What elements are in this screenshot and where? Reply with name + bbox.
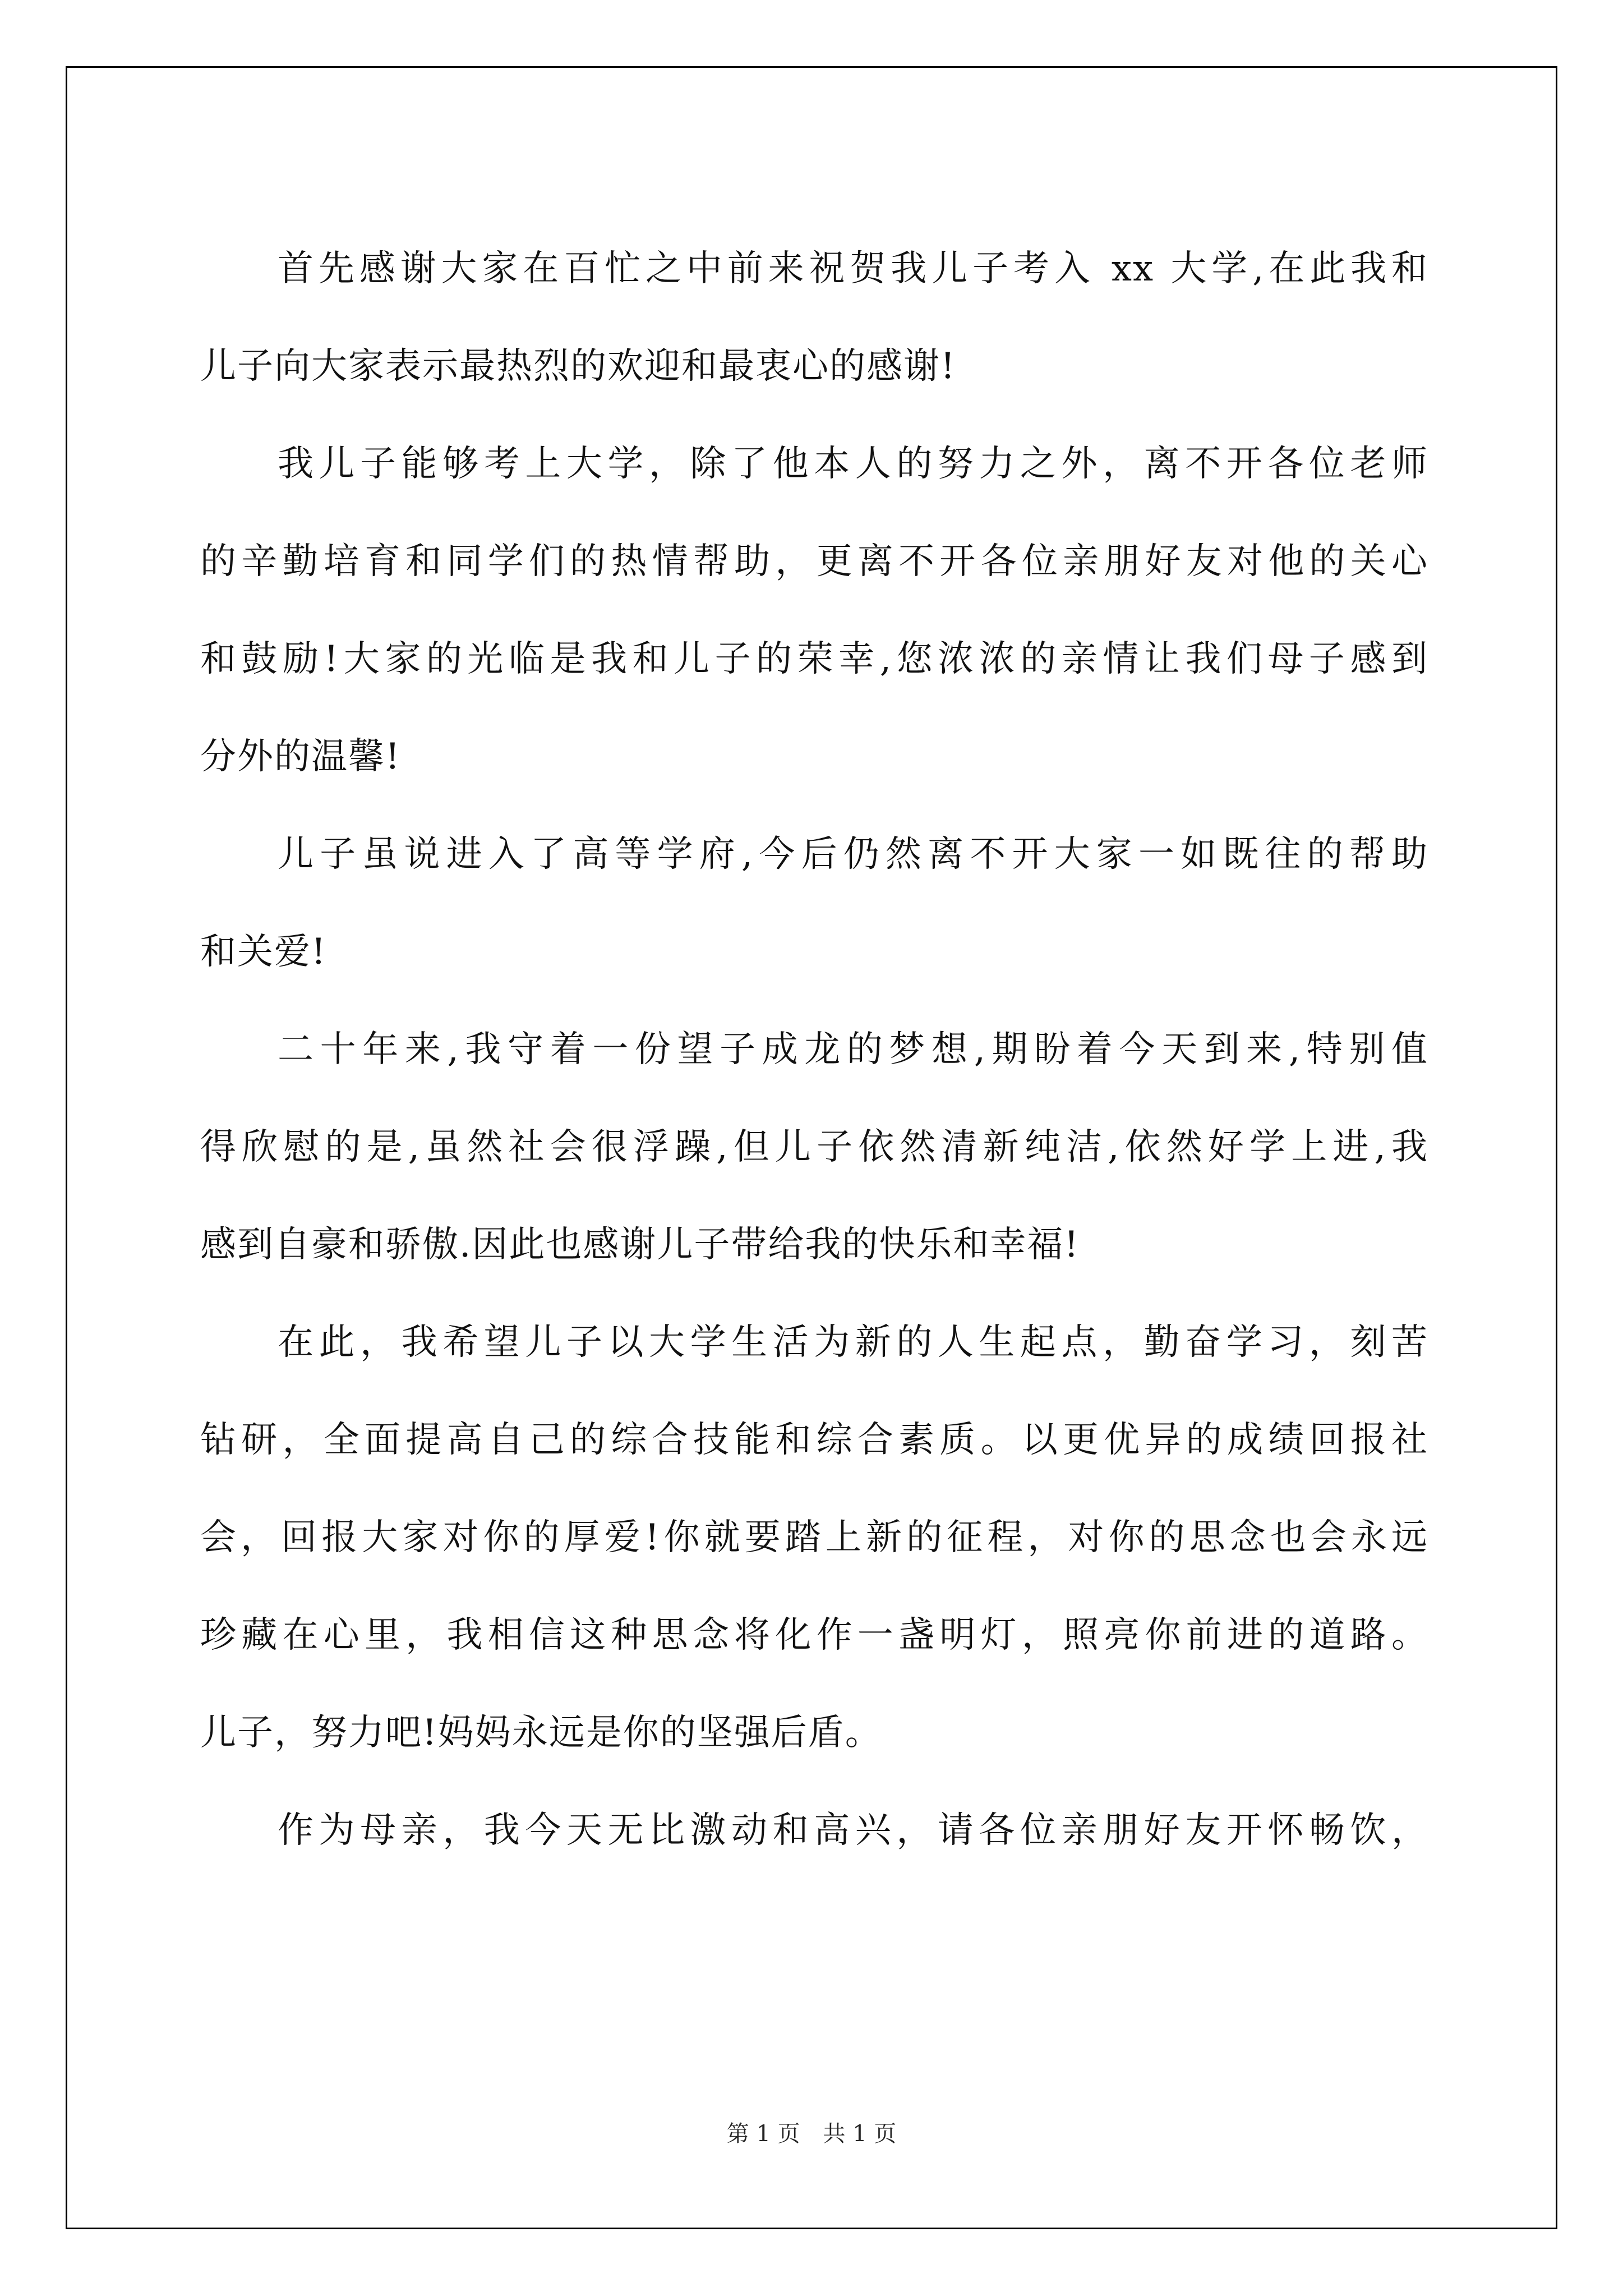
text-line: 二十年来,我守着一份望子成龙的梦想,期盼着今天到来,特别值 [278,1029,1428,1070]
text-line: 儿子，努力吧!妈妈永远是你的坚强后盾。 [200,1712,882,1754]
text-line: 我儿子能够考上大学，除了他本人的努力之外，离不开各位老师 [278,443,1428,485]
text-line: 和关爱! [200,931,327,973]
text-line: 分外的温馨! [200,736,401,777]
text-line: 在此，我希望儿子以大学生活为新的人生起点，勤奋学习，刻苦 [278,1322,1428,1363]
page-footer [0,2116,1623,2148]
text-line: 儿子向大家表示最热烈的欢迎和最衷心的感谢! [200,346,956,387]
text-line: 得欣慰的是,虽然社会很浮躁,但儿子依然清新纯洁,依然好学上进,我 [200,1126,1428,1168]
text-line: 会，回报大家对你的厚爱!你就要踏上新的征程，对你的思念也会永远 [200,1517,1428,1558]
text-line: 钻研，全面提高自己的综合技能和综合素质。以更优异的成绩回报社 [200,1419,1428,1461]
text-line: 和鼓励!大家的光临是我和儿子的荣幸,您浓浓的亲情让我们母子感到 [200,638,1428,680]
text-line: 感到自豪和骄傲.因此也感谢儿子带给我的快乐和幸福! [200,1224,1080,1266]
page-number-current: 第 1 页 [726,2121,800,2147]
text-line: 首先感谢大家在百忙之中前来祝贺我儿子考入 xx 大学,在此我和 [278,248,1428,289]
page-number-total: 共 1 页 [823,2121,897,2147]
text-line: 儿子虽说进入了高等学府,今后仍然离不开大家一如既往的帮助 [278,834,1428,875]
text-line: 作为母亲，我今天无比激动和高兴，请各位亲朋好友开怀畅饮， [278,1810,1428,1851]
document-body [200,220,1428,1879]
text-line: 珍藏在心里，我相信这种思念将化作一盏明灯，照亮你前进的道路。 [200,1614,1428,1656]
text-line: 的辛勤培育和同学们的热情帮助，更离不开各位亲朋好友对他的关心 [200,541,1428,582]
